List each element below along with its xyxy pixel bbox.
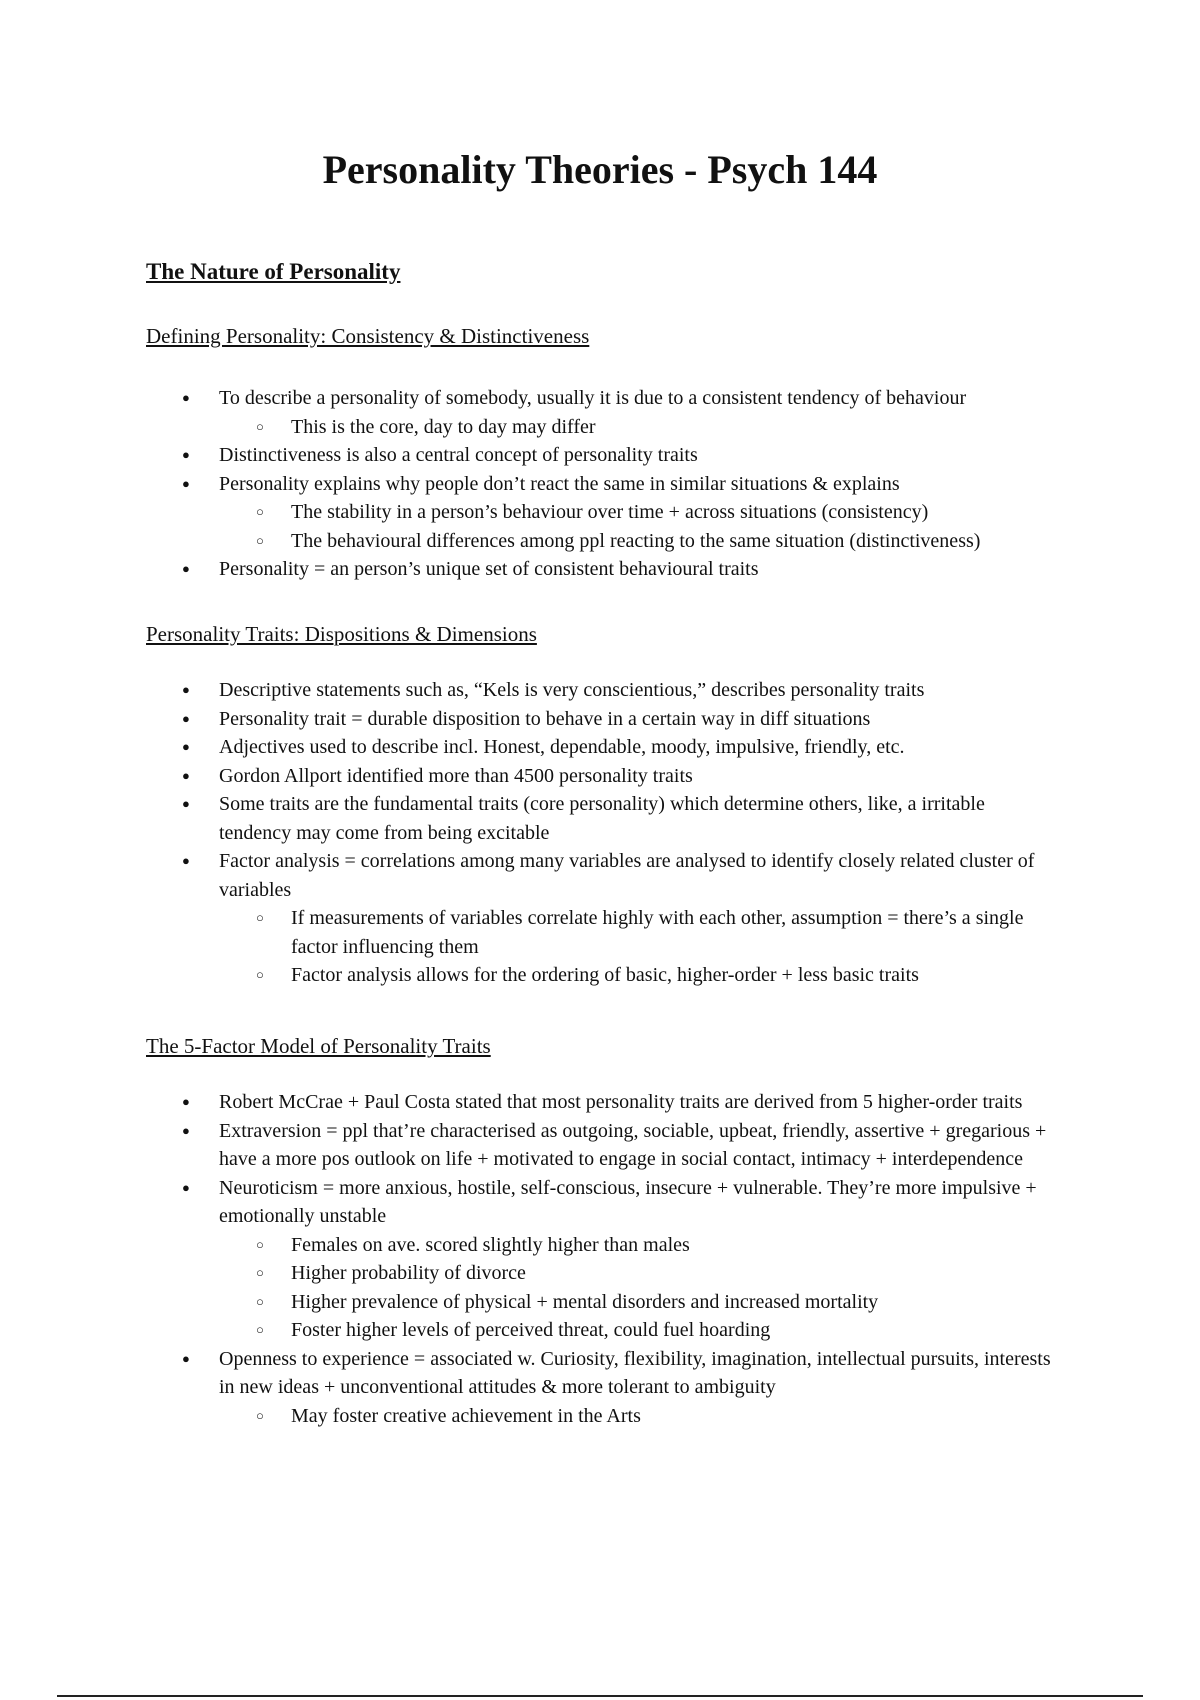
list-item: ○ May foster creative achievement in the Arts	[0, 1402, 1071, 1431]
list-item: ● Neuroticism = more anxious, hostile, self-conscious, insecure + vulnerable. They’re more impulsive + emotionally unstable	[0, 1174, 1059, 1231]
subheading-personality-traits: Personality Traits: Dispositions & Dimensions	[146, 622, 537, 646]
list-item: ● Personality explains why people don’t react the same in similar situations & explains	[0, 470, 1059, 499]
list-item: ● Openness to experience = associated w. Curiosity, flexibility, imagination, intellectual pursuits, interests in new ideas + unconventional attitudes & more tolerant to ambiguity	[0, 1345, 1059, 1402]
document-title: Personality Theories - Psych 144	[322, 147, 878, 192]
list-item: ● Robert McCrae + Paul Costa stated that most personality traits are derived from 5 higher-order traits	[0, 1088, 1059, 1117]
list-item: ○ The stability in a person’s behaviour over time + across situations (consistency)	[0, 498, 1071, 527]
list-item: ● Gordon Allport identified more than 4500 personality traits	[0, 762, 1059, 791]
list-item: ○ Factor analysis allows for the ordering of basic, higher-order + less basic traits	[0, 961, 1071, 990]
list-item: ● Descriptive statements such as, “Kels is very conscientious,” describes personality traits	[0, 676, 1059, 705]
list-item: ● Factor analysis = correlations among many variables are analysed to identify closely related cluster of variables	[0, 847, 1059, 904]
list-item: ● Personality = an person’s unique set of consistent behavioural traits	[0, 555, 1059, 584]
list-item: ○ The behavioural differences among ppl reacting to the same situation (distinctiveness)	[0, 527, 1071, 556]
list-item: ● Personality trait = durable disposition to behave in a certain way in diff situations	[0, 705, 1059, 734]
list-item: ○ Foster higher levels of perceived threat, could fuel hoarding	[0, 1316, 1071, 1345]
list-item: ○ Higher prevalence of physical + mental disorders and increased mortality	[0, 1288, 1071, 1317]
list-item: ● Some traits are the fundamental traits (core personality) which determine others, like, a irritable tendency may come from being excitable	[0, 790, 1059, 847]
bullet-list-defining-personality	[0, 384, 1200, 584]
subheading-defining-personality: Defining Personality: Consistency & Distinctiveness	[146, 324, 590, 348]
list-item: ● Distinctiveness is also a central concept of personality traits	[0, 441, 1059, 470]
page-bottom-divider	[57, 1695, 1143, 1697]
list-item: ○ This is the core, day to day may differ	[0, 413, 1071, 442]
list-item: ● Extraversion = ppl that’re characterised as outgoing, sociable, upbeat, friendly, assertive + gregarious + have a more pos outlook on life + motivated to engage in social contact, intimacy + interdependence	[0, 1117, 1059, 1174]
subheading-five-factor-model: The 5-Factor Model of Personality Traits	[146, 1034, 491, 1058]
bullet-list-personality-traits	[0, 676, 1200, 990]
list-item: ○ If measurements of variables correlate highly with each other, assumption = there’s a single factor influencing them	[0, 904, 1071, 961]
list-item: ● Adjectives used to describe incl. Honest, dependable, moody, impulsive, friendly, etc.	[0, 733, 1059, 762]
bullet-list-five-factor-model	[0, 1088, 1200, 1430]
list-item: ● To describe a personality of somebody, usually it is due to a consistent tendency of behaviour	[0, 384, 1059, 413]
list-item: ○ Females on ave. scored slightly higher than males	[0, 1231, 1071, 1260]
section-heading-nature-of-personality: The Nature of Personality	[146, 259, 401, 284]
list-item: ○ Higher probability of divorce	[0, 1259, 1071, 1288]
